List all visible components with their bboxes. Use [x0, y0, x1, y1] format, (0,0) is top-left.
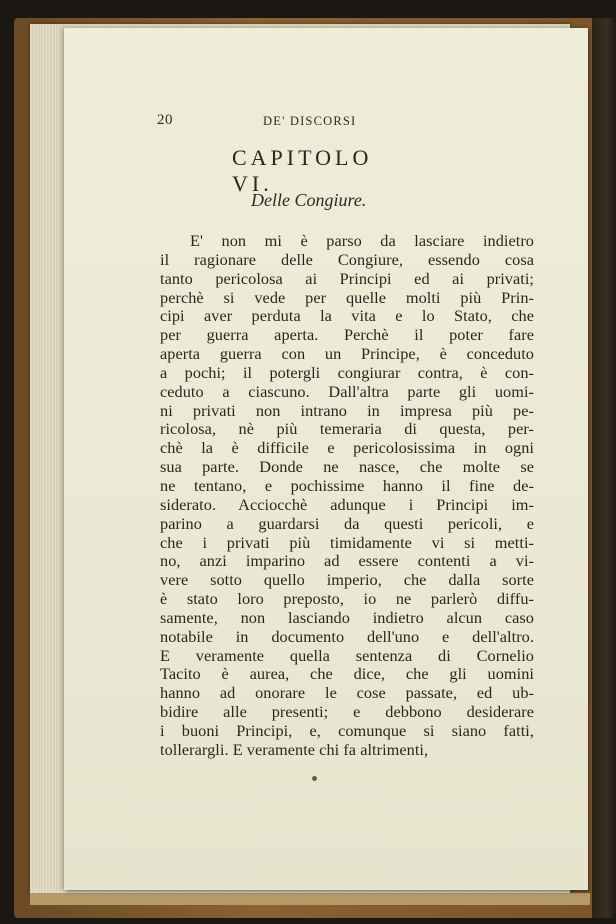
- text-line: Tacito è aurea, che dice, che gli uomini: [160, 664, 534, 684]
- chapter-title: CAPITOLO VI.: [232, 145, 373, 196]
- text-line: ni privati non intrano in impresa più pe-: [160, 400, 534, 420]
- ink-spot: [312, 776, 317, 781]
- text-line: hanno ad onorare le cose passate, ed ub-: [160, 683, 534, 703]
- text-line: parino a guardarsi da questi pericoli, e: [160, 513, 534, 533]
- text-line: tollerargli. E veramente chi fa altrimenti,: [160, 739, 429, 759]
- text-line: ne tentano, e pochissime hanno il fine de-: [160, 475, 534, 495]
- running-head: DE' DISCORSI: [263, 114, 357, 128]
- text-line: samente, non lasciando indietro alcun caso: [160, 607, 534, 627]
- text-line: i buoni Principi, e, comunque si siano fatti,: [160, 720, 534, 740]
- text-line: no, anzi imparino ad essere contenti a vi-: [160, 551, 534, 571]
- text-line: ricolosa, nè più temeraria di questa, per-: [160, 419, 534, 439]
- text-line: a pochi; il potergli congiurar contra, è con-: [160, 362, 534, 382]
- page-header: [157, 112, 447, 134]
- text-line: che i privati più timidamente vi si metti-: [160, 532, 534, 552]
- text-line: per guerra aperta. Perchè il poter fare: [160, 325, 534, 345]
- text-line: siderato. Acciocchè adunque i Principi im-: [160, 494, 534, 514]
- text-line: E veramente quella sentenza di Cornelio: [160, 645, 534, 665]
- text-line: cipi aver perduta la vita e lo Stato, che: [160, 306, 534, 326]
- text-line: notabile in documento dell'uno e dell'altro.: [160, 626, 534, 646]
- text-line: sua parte. Donde ne nasce, che molte se: [160, 457, 534, 477]
- page-number: 20: [157, 112, 173, 128]
- chapter-subtitle: Delle Congiure.: [251, 190, 367, 210]
- text-line: vere sotto quello imperio, che dalla sorte: [160, 570, 534, 590]
- text-line: è stato loro preposto, io ne parlerò diffu-: [160, 589, 534, 609]
- body-text: [160, 232, 534, 760]
- text-line: E' non mi è parso da lasciare indietro: [190, 231, 534, 250]
- book-cover-right-edge: [592, 18, 616, 918]
- text-line: bidire alle presenti; e debbono desiderare: [160, 702, 534, 722]
- text-line: aperta guerra con un Principe, è conceduto: [160, 344, 534, 364]
- text-line: il ragionare delle Congiure, essendo cosa: [160, 249, 534, 269]
- book-bottom-edge: [30, 893, 590, 905]
- text-line: ceduto a ciascuno. Dall'altra parte gli uomi-: [160, 381, 534, 401]
- text-line: tanto pericolosa ai Principi ed ai privati;: [160, 268, 534, 288]
- text-line: chè la è difficile e pericolosissima in ogni: [160, 438, 534, 458]
- text-line: perchè si vede per quelle molti più Prin-: [160, 287, 534, 307]
